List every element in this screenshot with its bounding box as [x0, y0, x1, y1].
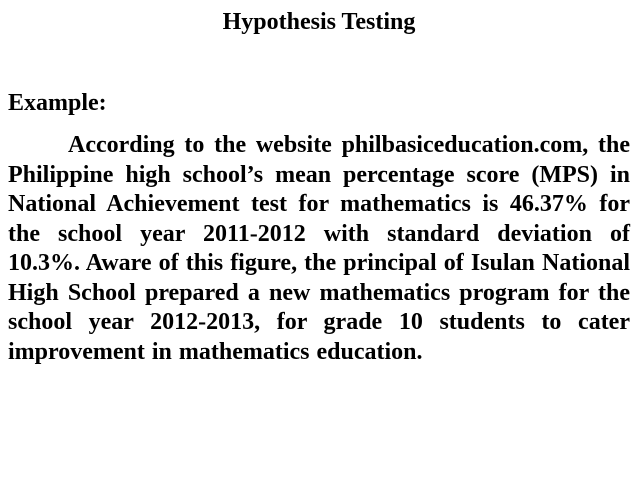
example-label: Example:: [8, 90, 107, 116]
slide-title: Hypothesis Testing: [222, 9, 416, 35]
example-paragraph: According to the website philbasiceducation.com, the Philippine high school’s mean percentage score (MPS) in National Achievement test for mathematics is 46.37% for the school year 2011-2012 with standard deviation of 10.3%. Aware of this figure, the principal of Isulan National High School prepared a new mathematics program for the school year 2012-2013, for grade 10 students to cater improvement in mathematics education.: [8, 132, 630, 365]
